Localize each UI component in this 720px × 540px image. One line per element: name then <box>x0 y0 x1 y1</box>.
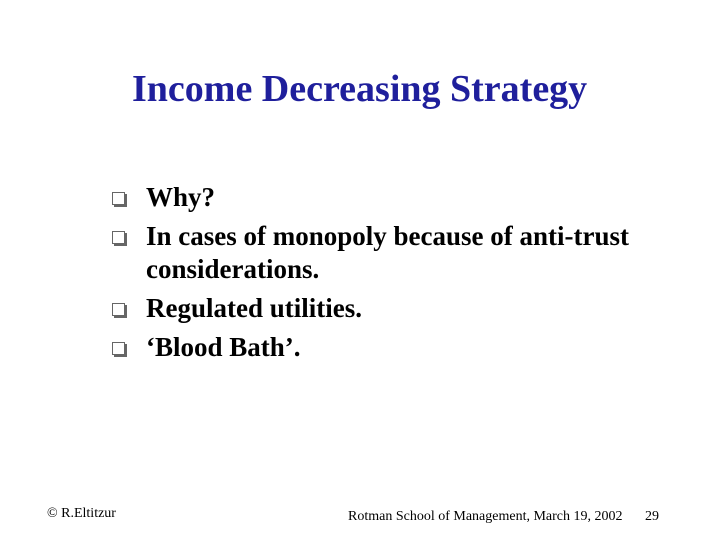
square-bullet-icon <box>112 192 125 205</box>
bullet-text: ‘Blood Bath’. <box>146 332 301 362</box>
slide-title: Income Decreasing Strategy <box>132 68 588 110</box>
bullet-item <box>112 220 672 286</box>
bullet-list <box>112 181 672 370</box>
bullet-text: Why? <box>146 182 216 212</box>
bullet-item <box>112 331 672 364</box>
footer-source: Rotman School of Management, March 19, 2002 <box>348 509 623 524</box>
square-bullet-icon <box>112 342 125 355</box>
bullet-text: In cases of monopoly because of anti-trust considerations. <box>146 221 629 284</box>
footer-author: © R.Eltitzur <box>47 506 116 521</box>
square-bullet-icon <box>112 303 125 316</box>
bullet-item <box>112 292 672 325</box>
page-number: 29 <box>645 509 659 524</box>
bullet-text: Regulated utilities. <box>146 293 362 323</box>
bullet-item <box>112 181 672 214</box>
square-bullet-icon <box>112 231 125 244</box>
